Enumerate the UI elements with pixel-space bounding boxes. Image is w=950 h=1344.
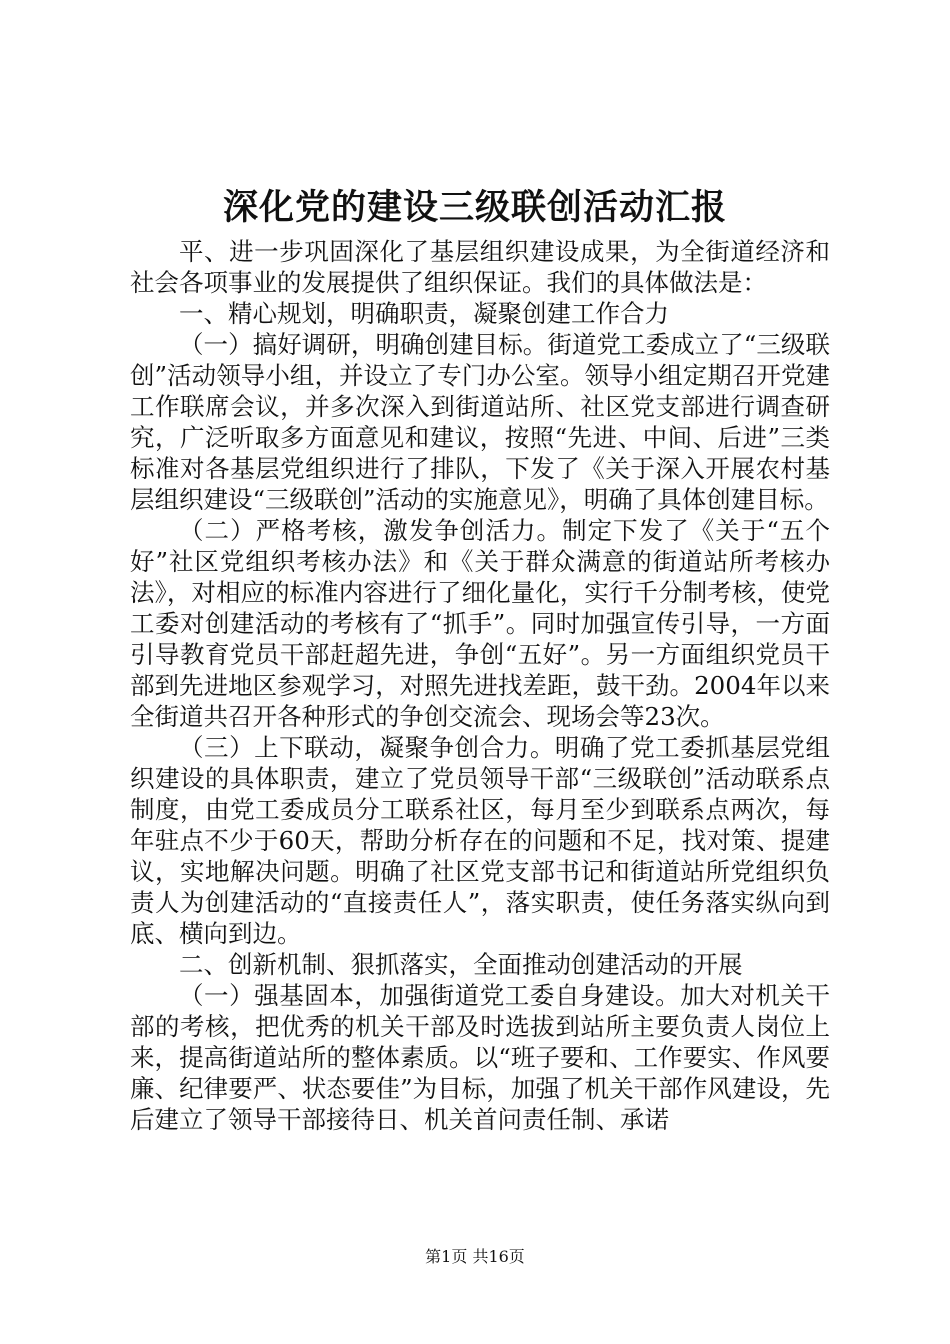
paragraph-1-2: （二）严格考核，激发争创活力。制定下发了《关于“五个好”社区党组织考核办法》和《关于群众满意的街道站所考核办法》，对相应的标准内容进行了细化量化，实行千分制考核，使党工委对创建活动的考核有了“抓手”。同时加强宣传引导，一方面引导教育党员干部赶超先进，争创“五好”。另一方面组织党员干部到先进地区参观学习，对照先进找差距，鼓干劲。2004年以来全街道共召开各种形式的争创交流会、现场会等23次。 [130,516,830,731]
paragraph-2-1: （一）强基固本，加强街道党工委自身建设。加大对机关干部的考核，把优秀的机关干部及时选拔到站所主要负责人岗位上来，提高街道站所的整体素质。以“班子要和、工作要实、作风要廉、纪律要严、状态要佳”为目标，加强了机关干部作风建设，先后建立了领导干部接待日、机关首问责任制、承诺 [130,981,830,1134]
section-heading-1: 一、精心规划，明确职责，凝聚创建工作合力 [179,299,669,328]
paragraph-intro: 平、进一步巩固深化了基层组织建设成果，为全街道经济和社会各项事业的发展提供了组织保证。我们的具体做法是： [130,237,830,297]
section-heading-2: 二、创新机制、狠抓落实，全面推动创建活动的开展 [179,950,743,979]
paragraph-1-3: （三）上下联动，凝聚争创合力。明确了党工委抓基层党组织建设的具体职责，建立了党员领导干部“三级联创”活动联系点制度，由党工委成员分工联系社区，每月至少到联系点两次，每年驻点不少于60天，帮助分析存在的问题和不足，找对策、提建议，实地解决问题。明确了社区党支部书记和街道站所党组织负责人为创建活动的“直接责任人”，落实职责，使任务落实纵向到底、横向到边。 [130,733,830,948]
document-body [130,236,830,1135]
paragraph-1-1: （一）搞好调研，明确创建目标。街道党工委成立了“三级联创”活动领导小组，并设立了专门办公室。领导小组定期召开党建工作联席会议，并多次深入到街道站所、社区党支部进行调查研究，广泛听取多方面意见和建议，按照“先进、中间、后进”三类标准对各基层党组织进行了排队，下发了《关于深入开展农村基层组织建设“三级联创”活动的实施意见》，明确了具体创建目标。 [130,330,830,514]
document-title: 深化党的建设三级联创活动汇报 [222,187,727,228]
page-number-footer: 第1页 共16页 [425,1247,525,1266]
